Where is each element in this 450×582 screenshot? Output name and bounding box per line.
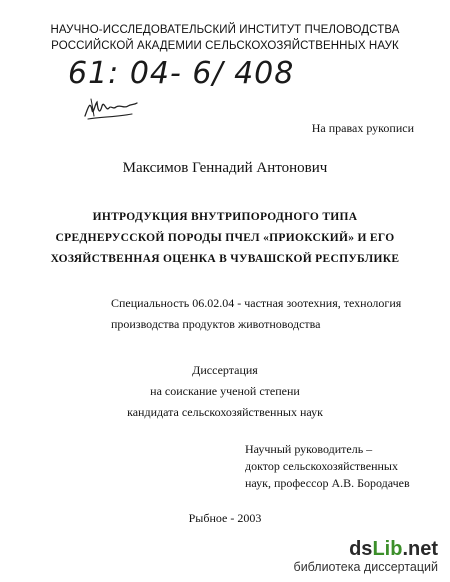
institute-header <box>0 22 450 54</box>
archive-number: 61: 04- 6/ 408 <box>68 56 295 91</box>
dissertation-degree <box>0 360 450 423</box>
rights-note: На правах рукописи <box>311 121 414 135</box>
handwritten-signature <box>82 90 140 124</box>
title-line-2: СРЕДНЕРУССКОЙ ПОРОДЫ ПЧЕЛ «ПРИОКСКИЙ» И ЕГО <box>55 232 395 244</box>
logo-ds: ds <box>349 538 373 560</box>
supervisor-block <box>245 441 410 492</box>
dissertation-title <box>0 207 450 270</box>
logo-net: .net <box>402 538 438 560</box>
supervisor-line-3: наук, профессор А.В. Бородачев <box>245 476 410 490</box>
place-year: Рыбное - 2003 <box>188 511 262 525</box>
specialty-line-2: производства продуктов животноводства <box>111 317 321 331</box>
title-line-3: ХОЗЯЙСТВЕННАЯ ОЦЕНКА В ЧУВАШСКОЙ РЕСПУБЛИКЕ <box>50 253 400 265</box>
author-name: Максимов Геннадий Антонович <box>122 160 328 176</box>
supervisor-line-2: доктор сельскохозяйственных <box>245 459 398 473</box>
dslib-logo[interactable] <box>294 538 438 560</box>
institute-line-1: НАУЧНО-ИССЛЕДОВАТЕЛЬСКИЙ ИНСТИТУТ ПЧЕЛОВОДСТВА <box>50 24 400 36</box>
specialty-line-1: Специальность 06.02.04 - частная зоотехния, технология <box>111 296 402 310</box>
logo-lib: Lib <box>372 538 403 560</box>
title-line-1: ИНТРОДУКЦИЯ ВНУТРИПОРОДНОГО ТИПА <box>92 211 358 223</box>
supervisor-line-1: Научный руководитель – <box>245 442 373 456</box>
degree-line-2: на соискание ученой степени <box>150 384 300 398</box>
watermark-subtitle: библиотека диссертаций <box>293 560 438 574</box>
specialty <box>111 293 401 335</box>
institute-line-2: РОССИЙСКОЙ АКАДЕМИИ СЕЛЬСКОХОЗЯЙСТВЕННЫХ НАУК <box>51 40 399 52</box>
dslib-watermark[interactable] <box>294 538 438 574</box>
degree-line-1: Диссертация <box>192 363 258 377</box>
degree-line-3: кандидата сельскохозяйственных наук <box>127 405 323 419</box>
